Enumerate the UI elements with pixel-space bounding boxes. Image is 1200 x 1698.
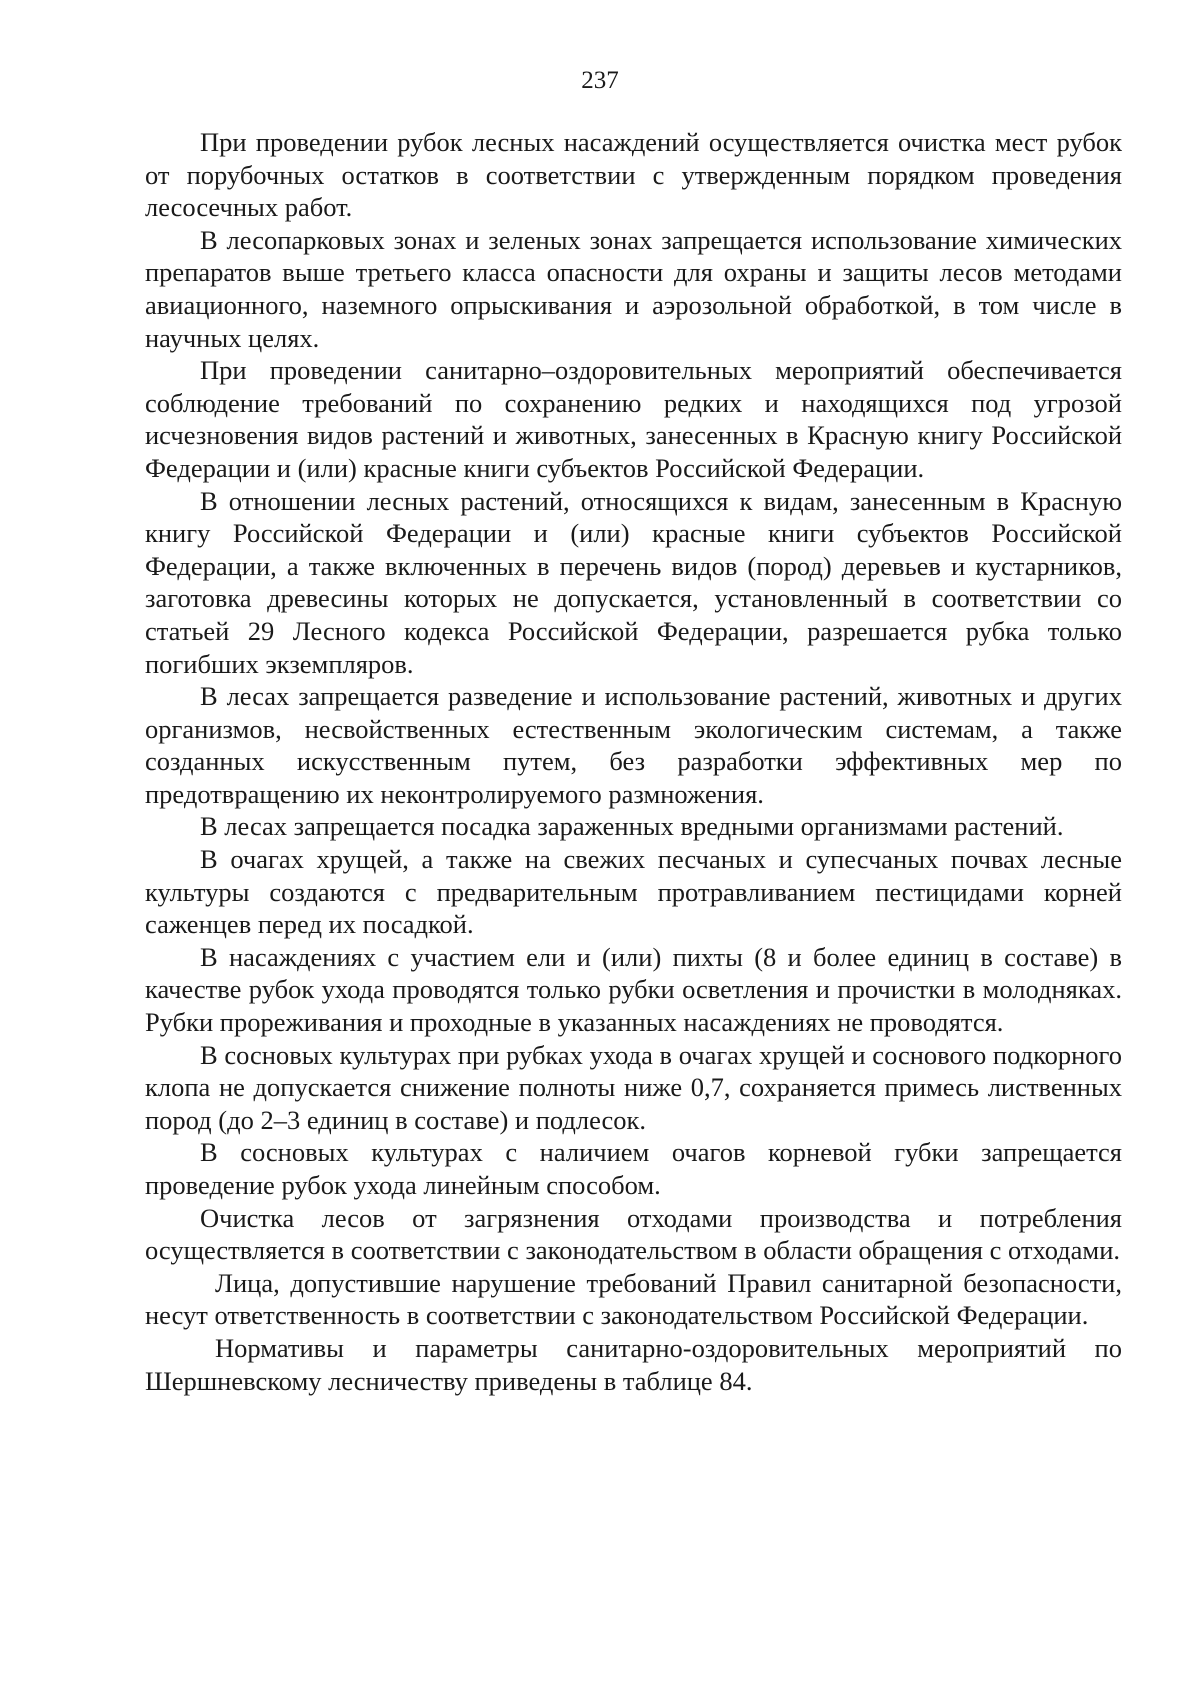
body-text [145, 126, 1122, 1397]
paragraph-liability: Лица, допустившие нарушение требований Правил санитарной безопасности, несут ответственность в соответствии с законодательством Российской Федерации. [145, 1267, 1122, 1331]
paragraph-chemical-ban: В лесопарковых зонах и зеленых зонах запрещается использование химических препаратов выше третьего класса опасности для охраны и защиты лесов методами авиационного, наземного опрыскивания и аэрозольной обработкой, в том числе в научных целях. [145, 224, 1122, 353]
paragraph-chafer-foci: В очагах хрущей, а также на свежих песчаных и супесчаных почвах лесные культуры создаются с предварительным протравливанием пестицидами корней саженцев перед их посадкой. [145, 844, 1122, 940]
paragraph-alien-organisms: В лесах запрещается разведение и использование растений, животных и других организмов, несвойственных естественным экологическим системам, а также созданных искусственным путем, без разработки эффективных мер по предотвращению их неконтролируемого размножения. [145, 681, 1122, 809]
paragraph-spruce-fir-stands: В насаждениях с участием ели и (или) пихты (8 и более единиц в составе) в качестве рубок ухода проводятся только рубки осветления и прочистки в молодняках. Рубки прореживания и проходные в указанных насаждениях не проводятся. [145, 941, 1122, 1038]
paragraph-pine-cultures-thinning: В сосновых культурах при рубках ухода в очагах хрущей и соснового подкорного клопа не допускается снижение полноты ниже 0,7, сохраняется примесь лиственных пород (до 2–3 единиц в составе) и подлесок. [145, 1039, 1122, 1135]
paragraph-rare-species: При проведении санитарно–оздоровительных мероприятий обеспечивается соблюдение требований по сохранению редких и находящихся под угрозой исчезновения видов растений и животных, занесенных в Красную книгу Российской Федерации и (или) красные книги субъектов Российской Федерации. [145, 355, 1122, 483]
page-number: 237 [581, 67, 619, 94]
paragraph-waste-cleanup: Очистка лесов от загрязнения отходами производства и потребления осуществляется в соответствии с законодательством в области обращения с отходами. [145, 1202, 1122, 1266]
paragraph-logging-cleanup: При проведении рубок лесных насаждений осуществляется очистка мест рубок от порубочных остатков в соответствии с утвержденным порядком проведения лесосечных работ. [145, 127, 1122, 223]
paragraph-root-fungus: В сосновых культурах с наличием очагов корневой губки запрещается проведение рубок ухода линейным способом. [145, 1137, 1122, 1200]
paragraph-table-reference: Нормативы и параметры санитарно-оздоровительных мероприятий по Шершневскому лесничеству приведены в таблице 84. [145, 1332, 1122, 1396]
paragraph-red-book-plants: В отношении лесных растений, относящихся к видам, занесенным в Красную книгу Российской Федерации и (или) красные книги субъектов Российской Федерации, а также включенных в перечень видов (пород) деревьев и кустарников, заготовка древесины которых не допускается, установленный в соответствии со статьей 29 Лесного кодекса Российской Федерации, разрешается рубка только погибших экземпляров. [145, 485, 1122, 679]
paragraph-infected-planting: В лесах запрещается посадка зараженных вредными организмами растений. [200, 811, 1064, 842]
